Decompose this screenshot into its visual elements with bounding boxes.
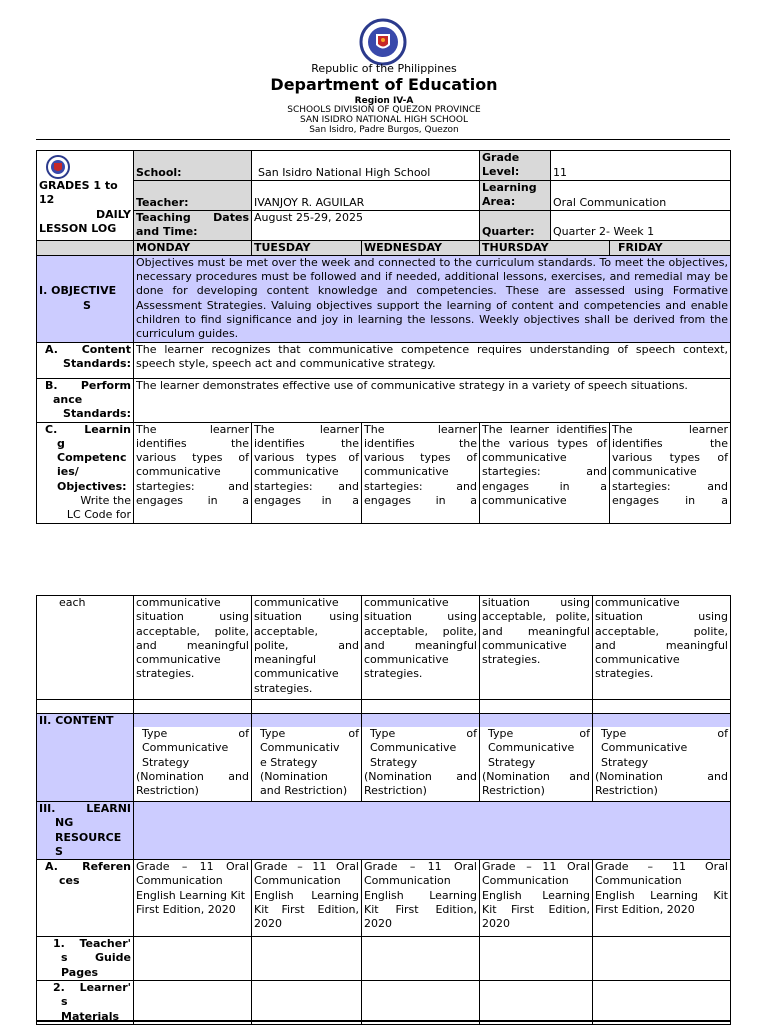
- blank-row-label: [37, 700, 134, 714]
- lesson-log-table-top: [36, 150, 731, 524]
- header-division: SCHOOLS DIVISION OF QUEZON PROVINCE: [287, 105, 481, 115]
- content-wednesday: Type of Communicative Strategy (Nomination and Restriction): [362, 714, 480, 802]
- competency-friday: The learner identifies the various types of communicative startegies: and engages in a: [610, 422, 731, 523]
- dll-title-line3: DAILY: [96, 207, 131, 221]
- tg-cell: [134, 937, 252, 981]
- grade-label: Grade Level:: [480, 151, 551, 181]
- content-tuesday: Type of Communicativ e Strategy (Nomination and Restriction): [252, 714, 362, 802]
- dll-title-line2: 12: [39, 193, 55, 207]
- quarter-value: Quarter 2- Week 1: [551, 211, 731, 241]
- tg-cell: [480, 937, 593, 981]
- blank-cell: [252, 700, 362, 714]
- header-region: Region IV-A: [354, 96, 414, 106]
- lm-cell: [593, 981, 731, 1025]
- blank-cell: [480, 700, 593, 714]
- content-monday: Type of Communicative Strategy (Nomination and Restriction): [134, 714, 252, 802]
- header-republic: Republic of the Philippines: [311, 62, 457, 75]
- teacher-label: Teacher:: [134, 181, 252, 211]
- lesson-log-table-bottom: [36, 595, 731, 1025]
- learning-area-label: Learning Area:: [480, 181, 551, 211]
- dll-title-cell: [37, 151, 134, 241]
- tg-cell: [252, 937, 362, 981]
- tg-cell: [362, 937, 480, 981]
- blank-cell: [362, 700, 480, 714]
- lm-cell: [134, 981, 252, 1025]
- lm-cell: [480, 981, 593, 1025]
- day-header-friday: FRIDAY: [610, 240, 731, 255]
- content-standards-label: A. Content Standards:: [37, 342, 134, 378]
- blank-cell: [134, 700, 252, 714]
- tg-cell: [593, 937, 731, 981]
- learning-resources-band: [134, 802, 731, 860]
- content-label: II. CONTENT: [37, 714, 134, 802]
- references-thursday: Grade – 11 Oral Communication English Learning Kit First Edition, 2020: [480, 860, 593, 937]
- footer-divider: [36, 1020, 730, 1022]
- performance-standards-label: B. Perform ance Standards:: [37, 378, 134, 422]
- competency-thursday-cont: situation using acceptable, polite, and meaningful communicative strategies.: [480, 596, 593, 700]
- day-header-thursday: THURSDAY: [480, 240, 610, 255]
- grade-value: 11: [551, 151, 731, 181]
- school-label: School:: [134, 151, 252, 181]
- learners-materials-label: 2. Learner' s Materials: [37, 981, 134, 1025]
- learning-resources-label: III. LEARNI NG RESOURCE S: [37, 802, 134, 860]
- teachers-guide-label: 1. Teacher' s Guide Pages: [37, 937, 134, 981]
- competency-thursday: The learner identifies the various types of communicative startegies: and engages in a communicative: [480, 422, 610, 523]
- competencies-label-cont: each: [37, 596, 134, 700]
- competency-monday: The learner identifies the various types of communicative startegies: and engages in a: [134, 422, 252, 523]
- competencies-label: C. Learnin g Competenc ies/ Objectives: Write the LC Code for: [37, 422, 134, 523]
- competency-tuesday-cont: communicative situation using acceptable, polite, and meaningful communicative strategies.: [252, 596, 362, 700]
- dll-title-line4: LESSON LOG: [39, 221, 117, 235]
- header-school-name: SAN ISIDRO NATIONAL HIGH SCHOOL: [300, 115, 468, 125]
- header-address: San Isidro, Padre Burgos, Quezon: [309, 125, 459, 135]
- day-header-tuesday: TUESDAY: [252, 240, 362, 255]
- lm-cell: [362, 981, 480, 1025]
- small-seal-icon: [43, 154, 73, 180]
- deped-seal-icon: [356, 18, 410, 66]
- performance-standards-text: The learner demonstrates effective use of communicative strategy in a variety of speech situations.: [134, 378, 731, 422]
- references-friday: Grade – 11 Oral Communication English Learning Kit First Edition, 2020: [593, 860, 731, 937]
- objectives-label: I. OBJECTIVE S: [37, 255, 134, 342]
- header-divider: [36, 139, 730, 140]
- teaching-dates-label: Teaching Dates and Time:: [134, 211, 252, 241]
- competency-wednesday-cont: communicative situation using acceptable, polite, and meaningful communicative strategies.: [362, 596, 480, 700]
- blank-cell: [593, 700, 731, 714]
- content-friday: Type of Communicative Strategy (Nomination and Restriction): [593, 714, 731, 802]
- school-value: San Isidro National High School: [252, 151, 480, 181]
- header-department: Department of Education: [270, 75, 498, 94]
- teaching-dates-value: August 25-29, 2025: [252, 211, 480, 241]
- lm-cell: [252, 981, 362, 1025]
- content-thursday: Type of Communicative Strategy (Nomination and Restriction): [480, 714, 593, 802]
- references-monday: Grade – 11 Oral Communication English Learning Kit First Edition, 2020: [134, 860, 252, 937]
- learning-area-value: Oral Communication: [551, 181, 731, 211]
- competency-wednesday: The learner identifies the various types of communicative startegies: and engages in a: [362, 422, 480, 523]
- day-header-monday: MONDAY: [134, 240, 252, 255]
- day-header-blank: [37, 240, 134, 255]
- teacher-value: IVANJOY R. AGUILAR: [252, 181, 480, 211]
- quarter-label: Quarter:: [480, 211, 551, 241]
- references-tuesday: Grade – 11 Oral Communication English Learning Kit First Edition, 2020: [252, 860, 362, 937]
- objectives-text: Objectives must be met over the week and connected to the curriculum standards. To meet the objectives, necessary procedures must be followed and if needed, additional lessons, exercises, and remedial may be done for developing content knowledge and competencies. These are assessed using Formative Assessment Strategies. Valuing objectives support the learning of content and competencies and enable children to find significance and joy in learning the lessons. Weekly objectives shall be derived from the curriculum guides.: [134, 255, 731, 342]
- dll-title-line1: GRADES 1 to: [39, 179, 118, 192]
- references-label: A. Referen ces: [37, 860, 134, 937]
- competency-monday-cont: communicative situation using acceptable, polite, and meaningful communicative strategies.: [134, 596, 252, 700]
- references-wednesday: Grade – 11 Oral Communication English Learning Kit First Edition, 2020: [362, 860, 480, 937]
- day-header-wednesday: WEDNESDAY: [362, 240, 480, 255]
- competency-friday-cont: communicative situation using acceptable, polite, and meaningful communicative strategies.: [593, 596, 731, 700]
- competency-tuesday: The learner identifies the various types of communicative startegies: and engages in a: [252, 422, 362, 523]
- content-standards-text: The learner recognizes that communicative competence requires understanding of speech context, speech style, speech act and communicative strategy.: [134, 342, 731, 378]
